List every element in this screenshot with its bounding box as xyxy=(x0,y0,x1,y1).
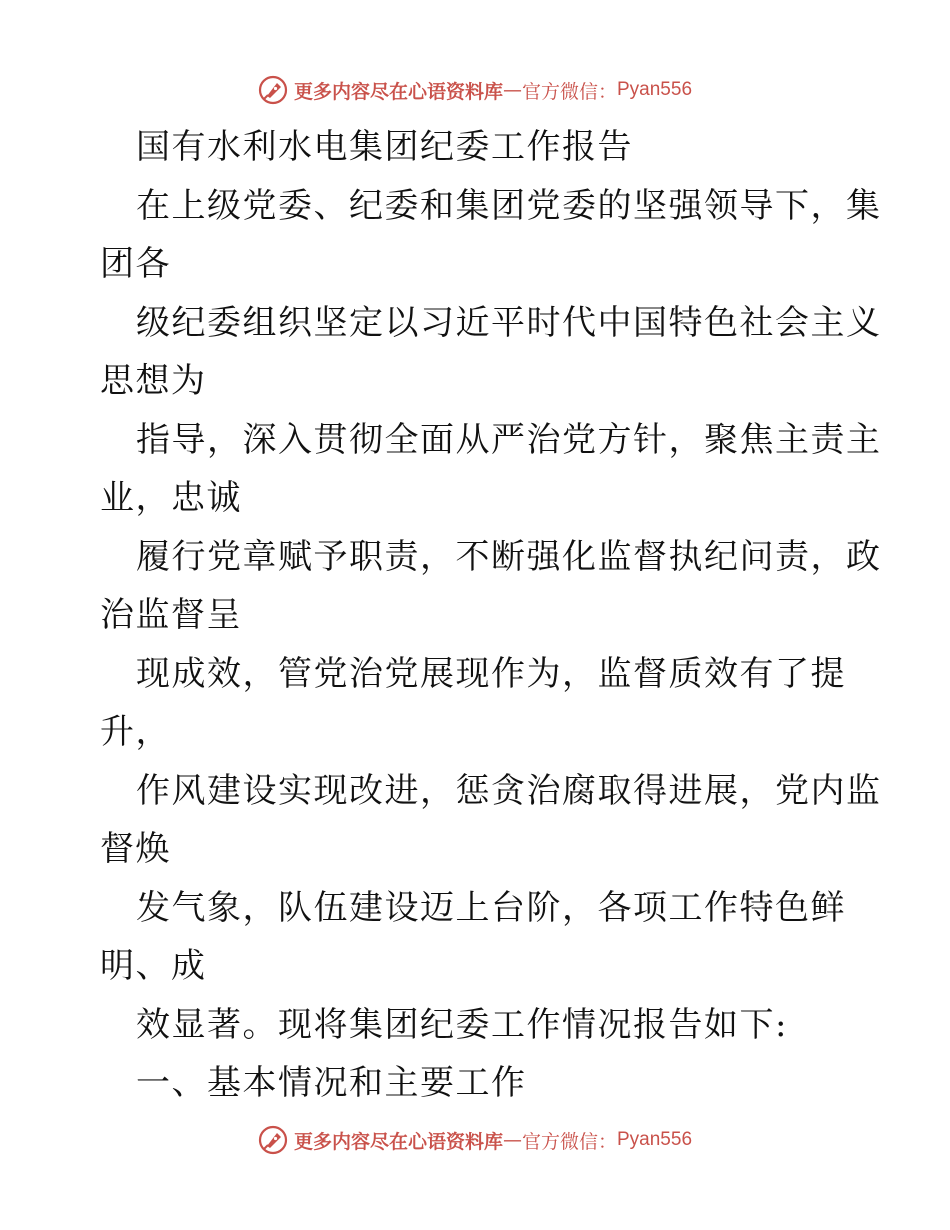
pen-nib-logo-icon xyxy=(258,75,288,105)
header-brand-text: 更多内容尽在心语资料库 xyxy=(293,80,503,103)
footer-contact-id: Pyan556 xyxy=(617,1129,693,1150)
paragraph-line: 效显著。现将集团纪委工作情况报告如下: xyxy=(136,1004,788,1045)
footer-watermark-banner xyxy=(0,1120,950,1160)
document-body xyxy=(100,118,882,1113)
header-contact-id: Pyan556 xyxy=(617,79,693,100)
document-title: 国有水利水电集团纪委工作报告 xyxy=(136,127,633,167)
footer-contact-label: 官方微信： xyxy=(521,1130,617,1153)
paragraph-line: 升， xyxy=(100,712,171,752)
paragraph-line: 业，忠诚 xyxy=(100,478,242,518)
paragraph-line: 治监督呈 xyxy=(100,595,242,635)
paragraph-line: 明、成 xyxy=(100,946,207,986)
pen-nib-logo-icon xyxy=(258,1125,288,1155)
paragraph-line: 履行党章赋予职责，不断强化监督执纪问责，政 xyxy=(136,536,882,577)
footer-separator: — xyxy=(502,1129,522,1151)
header-watermark-banner xyxy=(0,70,950,110)
paragraph-line: 现成效，管党治党展现作为，监督质效有了提 xyxy=(136,653,846,694)
header-contact-label: 官方微信： xyxy=(521,80,617,103)
paragraph-line: 督焕 xyxy=(100,829,171,869)
paragraph-line: 团各 xyxy=(100,244,171,284)
paragraph-line: 指导，深入贯彻全面从严治党方针，聚焦主责主 xyxy=(136,419,882,460)
paragraph-line: 发气象，队伍建设迈上台阶，各项工作特色鲜 xyxy=(136,887,846,928)
paragraph-line: 在上级党委、纪委和集团党委的坚强领导下，集 xyxy=(136,185,882,226)
footer-brand-text: 更多内容尽在心语资料库 xyxy=(293,1130,503,1153)
section-heading: 一、基本情况和主要工作 xyxy=(136,1063,527,1103)
header-separator: — xyxy=(502,79,522,101)
paragraph-line: 级纪委组织坚定以习近平时代中国特色社会主义 xyxy=(136,302,882,343)
paragraph-line: 作风建设实现改进，惩贪治腐取得进展，党内监 xyxy=(136,770,882,811)
paragraph-line: 思想为 xyxy=(100,361,207,401)
